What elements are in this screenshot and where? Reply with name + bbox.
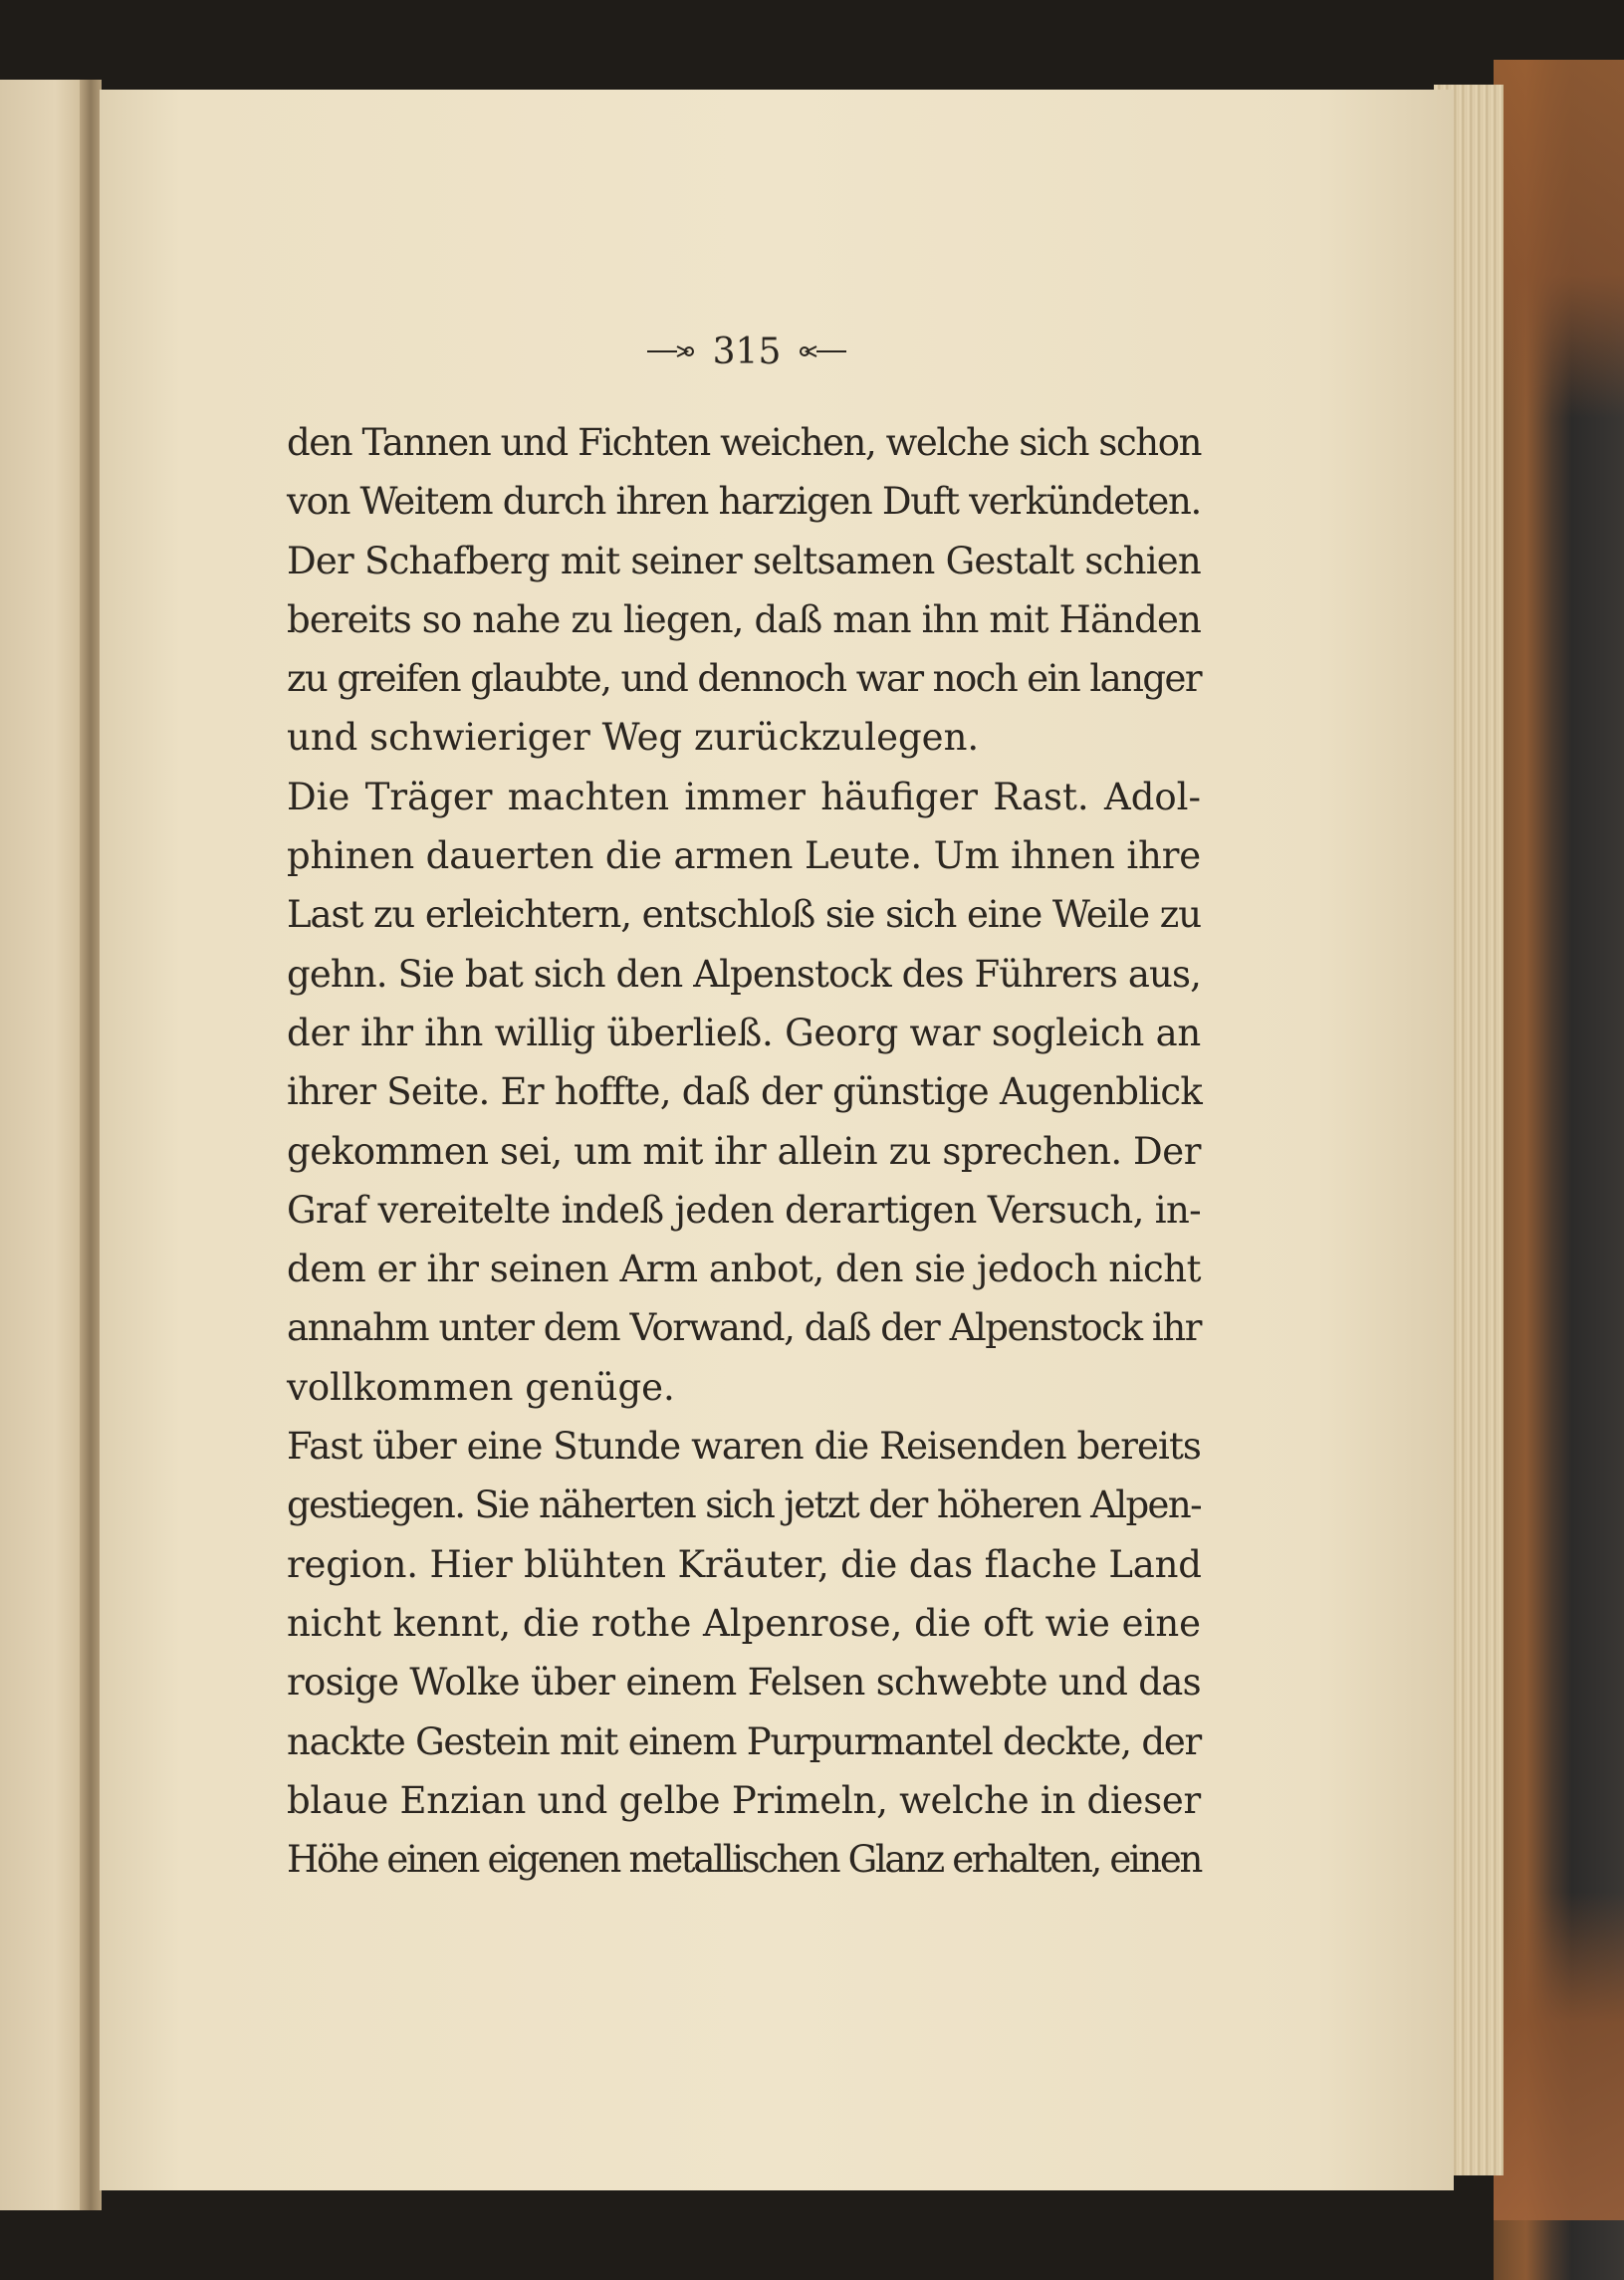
text-line: der ihr ihn willig überließ. Georg war sogleich an xyxy=(287,1011,1201,1054)
text-line: annahm unter dem Vorwand, daß der Alpenstock ihr xyxy=(287,1306,1201,1350)
page-header xyxy=(597,327,896,376)
text-line: gekommen sei, um mit ihr allein zu sprechen. Der xyxy=(287,1129,1201,1173)
text-line: phinen dauerten die armen Leute. Um ihnen ihre xyxy=(287,834,1201,878)
binding-leather-corner-top xyxy=(1494,60,1624,418)
text-line: vollkommen genüge. xyxy=(287,1365,675,1409)
text-line: Fast über eine Stunde waren die Reisenden bereits xyxy=(287,1425,1201,1469)
text-line: bereits so nahe zu liegen, daß man ihn mit Händen xyxy=(287,597,1201,641)
text-line: Höhe einen eigenen metallischen Glanz erhalten, einen xyxy=(287,1838,1201,1882)
text-line: gestiegen. Sie näherten sich jetzt der höheren Alpen- xyxy=(287,1483,1201,1527)
text-line: zu greifen glaubte, und dennoch war noch ein langer xyxy=(287,657,1201,701)
gutter xyxy=(80,80,102,2210)
text-line: nicht kennt, die rothe Alpenrose, die oft wie eine xyxy=(287,1601,1201,1645)
page-number: 315 xyxy=(712,331,782,372)
text-line: Die Träger machten immer häufiger Rast. Adol- xyxy=(287,775,1201,818)
text-line: nackte Gestein mit einem Purpurmantel deckte, der xyxy=(287,1719,1201,1763)
text-line: rosige Wolke über einem Felsen schwebte und das xyxy=(287,1661,1201,1705)
text-line: gehn. Sie bat sich den Alpenstock des Führers aus, xyxy=(287,952,1201,996)
right-ornament-icon xyxy=(799,344,846,358)
text-line: dem er ihr seinen Arm anbot, den sie jedoch nicht xyxy=(287,1248,1201,1291)
left-ornament-icon xyxy=(647,344,695,358)
text-line: Der Schafberg mit seiner seltsamen Gestalt schien xyxy=(287,539,1201,582)
text-line: und schwieriger Weg zurückzulegen. xyxy=(287,716,980,760)
text-line: blaue Enzian und gelbe Primeln, welche in dieser xyxy=(287,1778,1201,1822)
page-body-text xyxy=(287,413,1201,1889)
text-line: von Weitem durch ihren harzigen Duft verkündeten. xyxy=(287,480,1201,524)
text-line: ihrer Seite. Er hoffte, daß der günstige Augenblick xyxy=(287,1070,1203,1114)
text-line: Graf vereitelte indeß jeden derartigen Versuch, in- xyxy=(287,1188,1201,1232)
left-page xyxy=(0,80,92,2210)
text-line: den Tannen und Fichten weichen, welche sich schon xyxy=(287,421,1201,464)
binding-leather-corner-bottom xyxy=(1494,1892,1624,2220)
text-line: region. Hier blühten Kräuter, die das flache Land xyxy=(287,1542,1202,1586)
text-line: Last zu erleichtern, entschloß sie sich eine Weile zu xyxy=(287,893,1201,937)
